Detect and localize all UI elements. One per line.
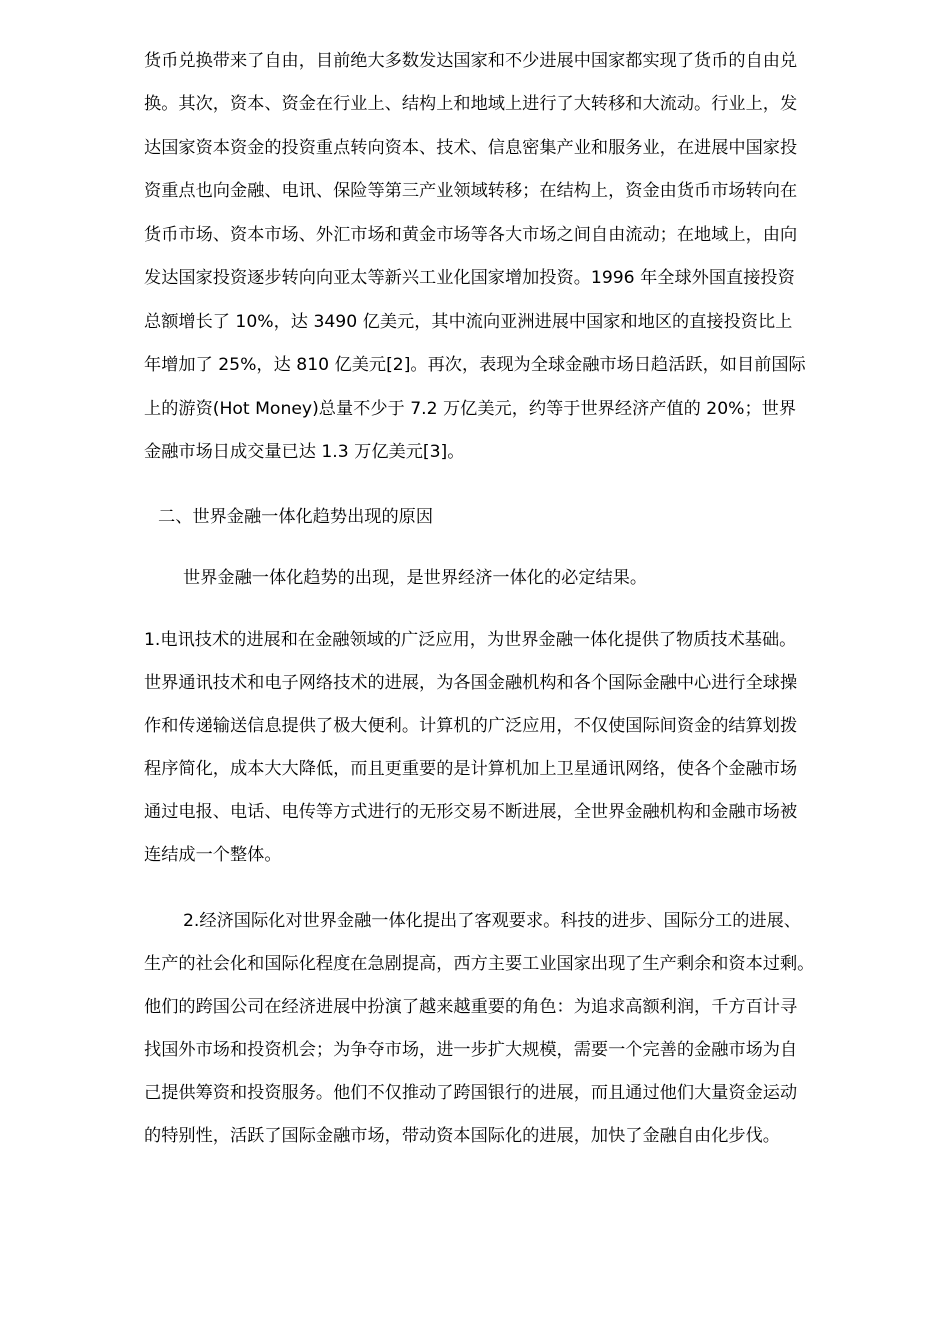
text-line: 程序简化，成本大大降低，而且更重要的是计算机加上卫星通讯网络，使各个金融市场 xyxy=(144,759,798,779)
text-line: 的特别性，活跃了国际金融市场，带动资本国际化的进展，加快了金融自由化步伐。 xyxy=(144,1126,780,1146)
text-line: 年增加了 25%，达 810 亿美元[2]。再次，表现为全球金融市场日趋活跃，如目前国际 xyxy=(144,355,806,375)
text-line: 资重点也向金融、电讯、保险等第三产业领域转移；在结构上，资金由货币市场转向在 xyxy=(144,181,798,201)
text-line: 达国家资本资金的投资重点转向资本、技术、信息密集产业和服务业，在进展中国家投 xyxy=(144,138,798,158)
text-line: 作和传递输送信息提供了极大便利。计算机的广泛应用，不仅使国际间资金的结算划拨 xyxy=(144,716,798,736)
text-line: 生产的社会化和国际化程度在急剧提高，西方主要工业国家出现了生产剩余和资本过剩。 xyxy=(144,954,815,974)
text-line: 连结成一个整体。 xyxy=(144,845,282,865)
text-line: 己提供筹资和投资服务。他们不仅推动了跨国银行的进展，而且通过他们大量资金运动 xyxy=(144,1083,798,1103)
text-line: 发达国家投资逐步转向向亚太等新兴工业化国家增加投资。1996 年全球外国直接投资 xyxy=(144,268,795,288)
section-heading: 二、世界金融一体化趋势出现的原因 xyxy=(158,507,434,527)
text-line: 货币市场、资本市场、外汇市场和黄金市场等各大市场之间自由流动；在地域上，由向 xyxy=(144,225,798,245)
text-line: 金融市场日成交量已达 1.3 万亿美元[3]。 xyxy=(144,442,465,462)
text-line: 总额增长了 10%，达 3490 亿美元，其中流向亚洲进展中国家和地区的直接投资比上 xyxy=(144,312,793,332)
intro-paragraph: 世界金融一体化趋势的出现，是世界经济一体化的必定结果。 xyxy=(183,568,648,588)
text-line: 1.电讯技术的进展和在金融领域的广泛应用，为世界金融一体化提供了物质技术基础。 xyxy=(144,630,797,650)
text-line: 世界通讯技术和电子网络技术的进展，为各国金融机构和各个国际金融中心进行全球操 xyxy=(144,673,798,693)
text-line: 货币兑换带来了自由，目前绝大多数发达国家和不少进展中国家都实现了货币的自由兑 xyxy=(144,51,798,71)
text-line: 换。其次，资本、资金在行业上、结构上和地域上进行了大转移和大流动。行业上，发 xyxy=(144,94,798,114)
text-line: 2.经济国际化对世界金融一体化提出了客观要求。科技的进步、国际分工的进展、 xyxy=(183,911,801,931)
text-line: 他们的跨国公司在经济进展中扮演了越来越重要的角色：为追求高额利润，千方百计寻 xyxy=(144,997,798,1017)
text-line: 通过电报、电话、电传等方式进行的无形交易不断进展，全世界金融机构和金融市场被 xyxy=(144,802,798,822)
text-line: 找国外市场和投资机会；为争夺市场，进一步扩大规模，需要一个完善的金融市场为自 xyxy=(144,1040,798,1060)
text-line: 上的游资(Hot Money)总量不少于 7.2 万亿美元，约等于世界经济产值的 20%；世界 xyxy=(144,399,797,419)
